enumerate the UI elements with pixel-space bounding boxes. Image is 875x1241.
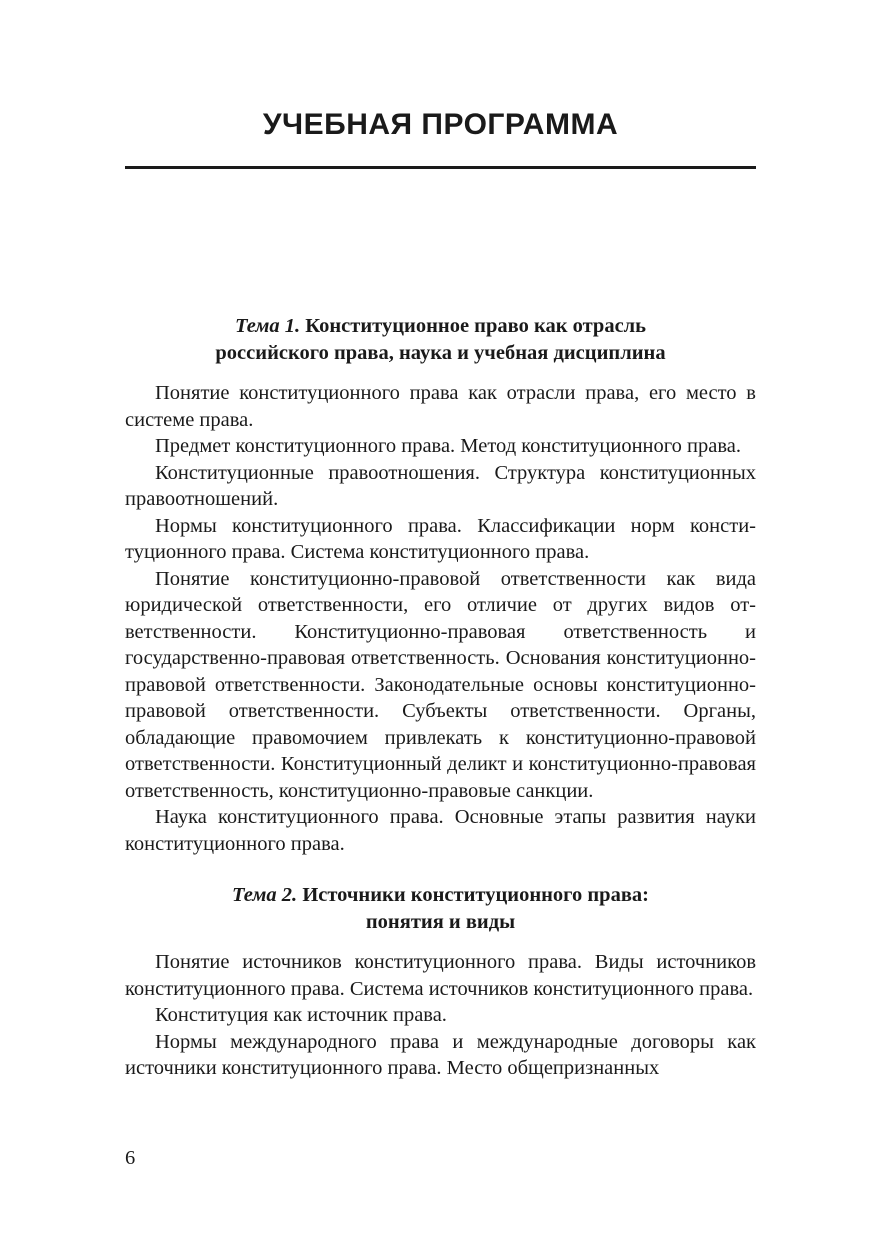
- topic-2-section: [125, 882, 756, 1082]
- topic-1-paragraph-4: Нормы конституционного права. Классификации норм конституционного права. Система конституционного права.: [125, 514, 756, 563]
- topic-1-paragraph-6: Наука конституционного права. Основные этапы развития науки конституционного права.: [125, 806, 756, 855]
- topic-1-paragraph-2: Предмет конституционного права. Метод конституционного права.: [155, 435, 741, 457]
- topic-2-paragraph-2: Конституция как источник права.: [155, 1004, 447, 1026]
- page-content: [125, 313, 756, 1082]
- topic-1-heading-line-1: [125, 313, 756, 340]
- topic-1-number: Тема 1.: [234, 315, 301, 337]
- topic-1-paragraph-1: Понятие конституционного права как отрасли права, его место в системе права.: [125, 382, 756, 431]
- topic-2-title-line-1: Источники конституционного права:: [302, 884, 649, 906]
- topic-2-heading-line-1: [125, 882, 756, 909]
- topic-1-section: [125, 313, 756, 857]
- topic-1-paragraph-3: Конституционные правоотношения. Структура конституционных правоотношений.: [125, 461, 756, 510]
- topic-2-title-line-2: понятия и виды: [365, 911, 516, 933]
- topic-2-number: Тема 2.: [232, 884, 298, 906]
- page-number: 6: [125, 1147, 136, 1169]
- topic-1-heading: [125, 313, 756, 367]
- topic-2-paragraph-3: Нормы международного права и международные договоры как источники конституционного права. Место общепризнанных: [125, 1030, 756, 1079]
- topic-1-title-line-2: российского права, наука и учебная дисциплина: [215, 342, 666, 364]
- page-title: УЧЕБНАЯ ПРОГРАММА: [262, 108, 619, 141]
- topic-2-paragraph-1: Понятие источников конституционного права. Виды источников конституционного права. Система источников конституционного права.: [125, 951, 756, 1000]
- title-rule: [125, 166, 756, 169]
- topic-1-title-line-1: Конституционное право как отрасль: [305, 315, 647, 337]
- topic-2-heading: [125, 882, 756, 936]
- topic-1-paragraph-5: Понятие конституционно-правовой ответственности как вида юридической ответственности, его отличие от других видов ответственности. Конституционно-правовая ответственность и государственно-правовая ответственность. Основания конституционно-правовой ответственности. Законодательные основы конституционно-правовой ответственности. Субъекты ответственности. Органы, обладающие правомочием привлекать к конституционно-правовой ответственности. Конституционный деликт и конституционно-правовая ответственность, конституционно-правовые санкции.: [125, 567, 756, 802]
